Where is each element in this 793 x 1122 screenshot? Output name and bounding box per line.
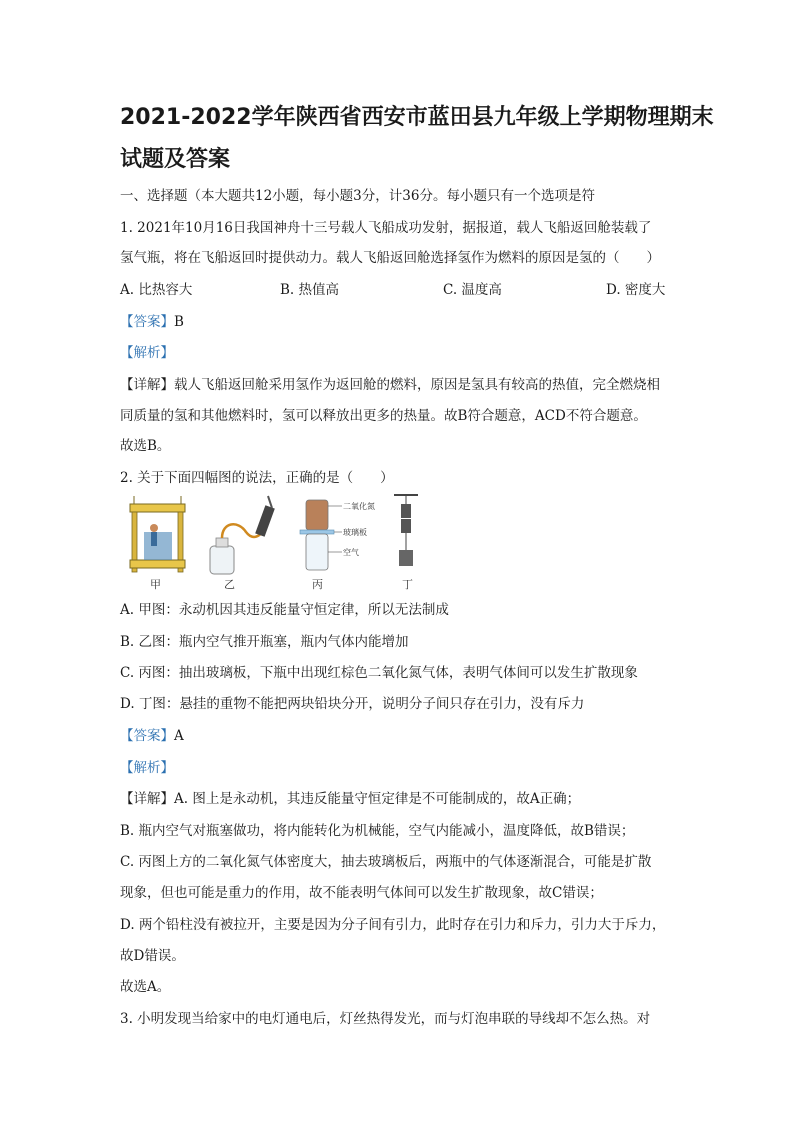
q1-answer-value: B <box>174 314 184 330</box>
q1-stem-line2: 氢气瓶，将在飞船返回时提供动力。载人飞船返回舱选择氢作为燃料的原因是氢的（ ） <box>120 250 660 266</box>
answer-tag: 【答案】 <box>120 728 174 744</box>
q1-detail-line2: 同质量的氢和其他燃料时，氢可以释放出更多的热量。故B符合题意，ACD不符合题意。 <box>120 408 647 424</box>
figure-jia-machine <box>130 496 185 572</box>
caption-yi: 乙 <box>224 578 235 591</box>
q2-conclusion: 故选A。 <box>120 979 171 995</box>
q2-option-d: D. 丁图：悬挂的重物不能把两块铅块分开，说明分子间只存在引力，没有斥力 <box>120 696 585 712</box>
doc-title-line1: 2021-2022学年陕西省西安市蓝田县九年级上学期物理期末 <box>120 105 714 130</box>
q2-detail-text1: A. 图上是永动机，其违反能量守恒定律是不可能制成的，故A正确； <box>174 791 581 807</box>
caption-jia: 甲 <box>150 578 161 591</box>
q2-stem: 2. 关于下面四幅图的说法，正确的是（ ） <box>120 470 394 486</box>
detail-tag: 【详解】 <box>120 377 174 393</box>
q1-option-b: B. 热值高 <box>280 282 340 298</box>
q1-option-a: A. 比热容大 <box>120 282 193 298</box>
answer-tag: 【答案】 <box>120 314 174 330</box>
q1-analysis-tag: 【解析】 <box>120 345 174 361</box>
q3-stem: 3. 小明发现当给家中的电灯通电后，灯丝热得发光，而与灯泡串联的导线却不怎么热。对 <box>120 1011 651 1027</box>
q2-detail-line1 <box>120 789 580 809</box>
label-no2: 二氧化氮 <box>343 502 375 511</box>
q2-answer-value: A <box>174 728 184 744</box>
q2-detail-line5: D. 两个铅柱没有被拉开，主要是因为分子间有引力，此时存在引力和斥力，引力大于斥力， <box>120 917 666 933</box>
q1-stem-line1: 1. 2021年10月16日我国神舟十三号载人飞船成功发射，据报道，载人飞船返回舱装载了 <box>120 220 652 236</box>
q2-detail-line6: 故D错误。 <box>120 948 185 964</box>
q2-detail-line4: 现象，但也可能是重力的作用，故不能表明气体间可以发生扩散现象，故C错误； <box>120 885 603 901</box>
q1-conclusion: 故选B。 <box>120 438 171 454</box>
q1-option-d: D. 密度大 <box>606 282 666 298</box>
doc-title-line2: 试题及答案 <box>120 147 231 172</box>
figure-bing-bottles <box>300 500 375 570</box>
q2-option-a: A. 甲图：永动机因其违反能量守恒定律，所以无法制成 <box>120 602 449 618</box>
section-header: 一、选择题（本大题共12小题，每小题3分，计36分。每小题只有一个选项是符 <box>120 188 595 204</box>
figure-ding-lead-blocks <box>394 495 418 566</box>
q1-detail-text1: 载人飞船返回舱采用氢作为返回舱的燃料，原因是氢具有较高的热值，完全燃烧相 <box>174 377 660 393</box>
label-air: 空气 <box>343 548 359 557</box>
q2-analysis-tag: 【解析】 <box>120 760 174 776</box>
q2-detail-line3: C. 丙图上方的二氧化氮气体密度大，抽去玻璃板后，两瓶中的气体逐渐混合，可能是扩散 <box>120 854 652 870</box>
figure-yi-flask <box>210 496 275 574</box>
q2-answer <box>120 726 184 746</box>
q2-option-b: B. 乙图：瓶内空气推开瓶塞，瓶内气体内能增加 <box>120 634 409 650</box>
caption-ding: 丁 <box>402 578 413 591</box>
q2-detail-line2: B. 瓶内空气对瓶塞做功，将内能转化为机械能，空气内能减小，温度降低，故B错误； <box>120 823 635 839</box>
label-glass: 玻璃板 <box>343 528 367 537</box>
q1-answer <box>120 312 184 332</box>
q1-detail-line1 <box>120 375 660 395</box>
q2-option-c: C. 丙图：抽出玻璃板，下瓶中出现红棕色二氧化氮气体，表明气体间可以发生扩散现象 <box>120 665 638 681</box>
q2-figure <box>120 492 420 592</box>
q2-figure-svg <box>120 492 420 592</box>
detail-tag: 【详解】 <box>120 791 174 807</box>
caption-bing: 丙 <box>312 578 323 591</box>
q1-option-c: C. 温度高 <box>443 282 502 298</box>
